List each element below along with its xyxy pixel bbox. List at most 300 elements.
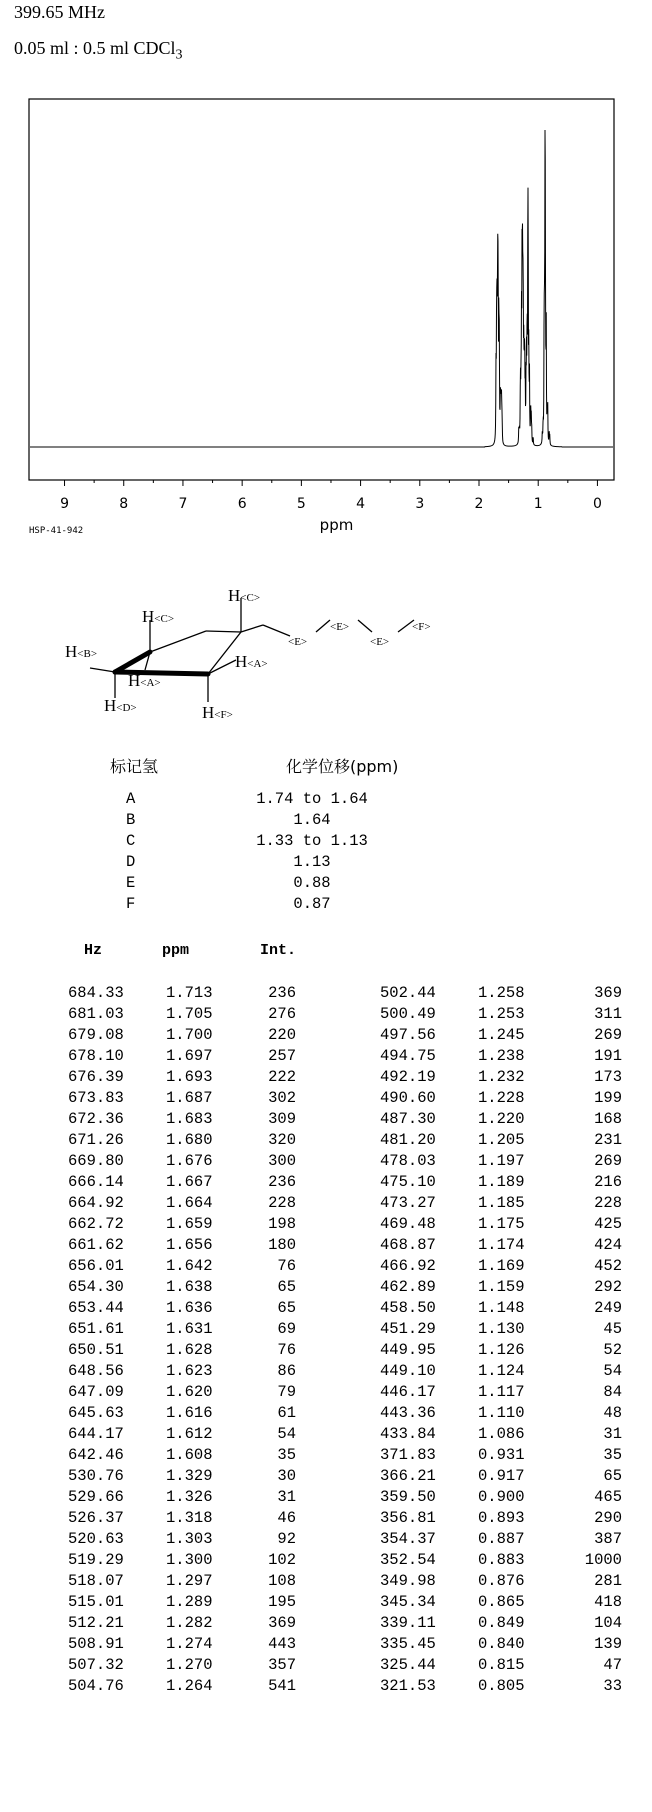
ppm-cell: 1.656 [166,1236,213,1254]
hz-cell: 345.34 [380,1593,436,1611]
ppm-cell: 1.185 [478,1194,525,1212]
int-cell: 311 [594,1005,622,1023]
ppm-cell: 1.297 [166,1572,213,1590]
table-row [68,1508,318,1529]
int-cell: 61 [277,1404,296,1422]
hz-cell: 339.11 [380,1614,436,1632]
hz-cell: 469.48 [380,1215,436,1233]
ppm-cell: 1.130 [478,1320,525,1338]
table-row [68,1655,318,1676]
spectrum-trace [30,130,613,447]
table-row [380,1550,640,1571]
h-b-label: H<B> [65,642,98,661]
ppm-cell: 1.713 [166,984,213,1002]
table-row [68,1382,318,1403]
h-a-left-label: H<A> [128,671,161,690]
ppm-cell: 0.815 [478,1656,525,1674]
int-cell: 320 [268,1131,296,1149]
table-row [68,1424,318,1445]
h-c-mid-label: H<C> [142,607,175,626]
ppm-cell: 1.175 [478,1215,525,1233]
int-cell: 222 [268,1068,296,1086]
hz-cell: 684.33 [68,984,124,1002]
hz-cell: 468.87 [380,1236,436,1254]
ppm-cell: 1.683 [166,1110,213,1128]
hz-cell: 458.50 [380,1299,436,1317]
table-row [68,1529,318,1550]
table-row [68,1592,318,1613]
chain-bond-2 [316,620,330,632]
hz-cell: 673.83 [68,1089,124,1107]
table-row [68,1319,318,1340]
int-cell: 195 [268,1593,296,1611]
h-c-top-label: H<C> [228,586,261,605]
ppm-cell: 1.676 [166,1152,213,1170]
table-row [380,1340,640,1361]
hz-cell: 466.92 [380,1257,436,1275]
ppm-cell: 1.642 [166,1257,213,1275]
int-cell: 418 [594,1593,622,1611]
table-row [68,1487,318,1508]
table-row [380,1382,640,1403]
int-cell: 46 [277,1509,296,1527]
ppm-cell: 1.126 [478,1341,525,1359]
hz-cell: 679.08 [68,1026,124,1044]
ppm-cell: 1.238 [478,1047,525,1065]
int-cell: 425 [594,1215,622,1233]
hz-cell: 669.80 [68,1152,124,1170]
ppm-cell: 1.300 [166,1551,213,1569]
hz-cell: 443.36 [380,1404,436,1422]
table-row [68,1172,318,1193]
table-row [380,1487,640,1508]
table-row [380,1508,640,1529]
int-cell: 76 [277,1341,296,1359]
int-cell: 228 [268,1194,296,1212]
int-cell: 65 [603,1467,622,1485]
hz-cell: 502.44 [380,984,436,1002]
nmr-spectrum-chart [0,0,652,540]
ppm-cell: 1.697 [166,1047,213,1065]
ppm-cell: 0.887 [478,1530,525,1548]
hz-cell: 504.76 [68,1677,124,1695]
assignment-header-shift: 化学位移(ppm) [286,757,399,776]
sample-main: 0.05 ml : 0.5 ml CDCl [14,38,176,58]
table-row [380,1529,640,1550]
table-row [380,1655,640,1676]
int-cell: 31 [277,1488,296,1506]
chain-e2-label: <E> [330,621,350,633]
peak-table-right [380,983,640,1697]
chain-e1-label: <E> [288,636,308,648]
table-row [68,983,318,1004]
ppm-cell: 1.631 [166,1320,213,1338]
int-cell: 249 [594,1299,622,1317]
ha-right-bond [208,660,236,674]
table-row [380,1571,640,1592]
ppm-cell: 0.883 [478,1551,525,1569]
ppm-cell: 0.900 [478,1488,525,1506]
ppm-cell: 1.326 [166,1488,213,1506]
ppm-cell: 1.329 [166,1467,213,1485]
hz-cell: 678.10 [68,1047,124,1065]
int-cell: 357 [268,1656,296,1674]
x-tick-label: 5 [296,496,306,512]
ppm-cell: 1.253 [478,1005,525,1023]
hz-cell: 653.44 [68,1299,124,1317]
table-row [380,1256,640,1277]
ppm-cell: 1.282 [166,1614,213,1632]
molecule-structure [0,570,652,740]
chain-e3-label: <E> [370,636,390,648]
x-tick-label: 4 [356,496,366,512]
hz-cell: 515.01 [68,1593,124,1611]
chain-f-label: <F> [412,621,431,633]
int-cell: 231 [594,1131,622,1149]
table-row [380,1676,640,1697]
hz-cell: 666.14 [68,1173,124,1191]
int-cell: 102 [268,1551,296,1569]
hz-cell: 352.54 [380,1551,436,1569]
hz-cell: 359.50 [380,1488,436,1506]
hz-cell: 492.19 [380,1068,436,1086]
int-cell: 31 [603,1425,622,1443]
int-cell: 52 [603,1341,622,1359]
hz-cell: 530.76 [68,1467,124,1485]
ppm-cell: 1.205 [478,1131,525,1149]
hz-cell: 518.07 [68,1572,124,1590]
hz-cell: 520.63 [68,1530,124,1548]
x-tick-label: 3 [415,496,425,512]
table-row [380,1046,640,1067]
hz-cell: 366.21 [380,1467,436,1485]
table-row [380,1277,640,1298]
hz-cell: 475.10 [380,1173,436,1191]
hz-cell: 529.66 [68,1488,124,1506]
table-row [68,1571,318,1592]
ppm-cell: 1.274 [166,1635,213,1653]
table-row [68,1046,318,1067]
ppm-cell: 0.931 [478,1446,525,1464]
hz-cell: 449.10 [380,1362,436,1380]
hz-cell: 473.27 [380,1194,436,1212]
int-cell: 76 [277,1257,296,1275]
int-cell: 180 [268,1236,296,1254]
hz-cell: 494.75 [380,1047,436,1065]
ppm-cell: 1.638 [166,1278,213,1296]
int-cell: 220 [268,1026,296,1044]
int-cell: 48 [603,1404,622,1422]
hz-cell: 526.37 [68,1509,124,1527]
table-row [380,1592,640,1613]
table-row [380,1193,640,1214]
hz-cell: 487.30 [380,1110,436,1128]
table-row [380,1067,640,1088]
table-row [68,1151,318,1172]
int-cell: 65 [277,1299,296,1317]
assignment-label: D [126,853,136,871]
ppm-cell: 1.318 [166,1509,213,1527]
ppm-cell: 1.687 [166,1089,213,1107]
int-cell: 47 [603,1656,622,1674]
hz-cell: 371.83 [380,1446,436,1464]
table-row [68,1067,318,1088]
assignment-header-label: 标记氢 [110,757,159,776]
int-cell: 369 [594,984,622,1002]
table-row [380,1466,640,1487]
table-row [68,1109,318,1130]
chain-bond-1 [263,625,290,636]
int-cell: 139 [594,1635,622,1653]
h-f-label: H<F> [202,703,233,722]
int-cell: 302 [268,1089,296,1107]
table-row [380,1445,640,1466]
int-cell: 465 [594,1488,622,1506]
table-row [380,1151,640,1172]
int-cell: 191 [594,1047,622,1065]
col-int-header: Int. [260,942,297,959]
int-cell: 257 [268,1047,296,1065]
int-cell: 54 [277,1425,296,1443]
ppm-cell: 1.220 [478,1110,525,1128]
sample-sub: 3 [175,47,183,63]
table-row [68,1277,318,1298]
hz-cell: 449.95 [380,1341,436,1359]
table-row [380,1109,640,1130]
assignment-shift: 1.33 to 1.13 [256,832,368,850]
ppm-cell: 1.693 [166,1068,213,1086]
ppm-cell: 0.865 [478,1593,525,1611]
ppm-cell: 1.636 [166,1299,213,1317]
plot-frame [29,99,614,480]
table-row [68,1004,318,1025]
hz-cell: 497.56 [380,1026,436,1044]
int-cell: 54 [603,1362,622,1380]
hz-cell: 661.62 [68,1236,124,1254]
hz-cell: 512.21 [68,1614,124,1632]
int-cell: 541 [268,1677,296,1695]
assignment-shift: 1.64 [293,811,331,829]
ring-bond-3 [241,625,263,632]
table-row [380,1004,640,1025]
table-row [68,1634,318,1655]
int-cell: 276 [268,1005,296,1023]
table-row [380,1130,640,1151]
hz-cell: 446.17 [380,1383,436,1401]
table-row [380,1424,640,1445]
x-tick-label: 9 [60,496,69,512]
ppm-cell: 1.289 [166,1593,213,1611]
assignment-shift: 0.87 [293,895,331,913]
int-cell: 79 [277,1383,296,1401]
ppm-cell: 1.270 [166,1656,213,1674]
int-cell: 228 [594,1194,622,1212]
hz-cell: 508.91 [68,1635,124,1653]
hz-cell: 519.29 [68,1551,124,1569]
table-row [380,1403,640,1424]
x-tick-label: 2 [474,496,484,512]
ring-bond-1 [150,631,206,652]
hz-cell: 500.49 [380,1005,436,1023]
ppm-cell: 1.705 [166,1005,213,1023]
hz-cell: 676.39 [68,1068,124,1086]
table-row [68,1193,318,1214]
int-cell: 216 [594,1173,622,1191]
table-row [380,1298,640,1319]
hz-cell: 462.89 [380,1278,436,1296]
ppm-cell: 1.232 [478,1068,525,1086]
ppm-cell: 0.876 [478,1572,525,1590]
table-row [68,1298,318,1319]
assignment-label: A [126,790,136,808]
table-row [68,1550,318,1571]
int-cell: 369 [268,1614,296,1632]
int-cell: 33 [603,1677,622,1695]
int-cell: 1000 [584,1551,622,1569]
assignment-shift: 1.13 [293,853,331,871]
int-cell: 104 [594,1614,622,1632]
table-row [380,1088,640,1109]
ppm-cell: 1.623 [166,1362,213,1380]
int-cell: 92 [277,1530,296,1548]
table-row [68,1613,318,1634]
ppm-cell: 1.124 [478,1362,525,1380]
hz-cell: 490.60 [380,1089,436,1107]
table-row [68,1403,318,1424]
peak-table-left [68,983,318,1697]
hz-cell: 354.37 [380,1530,436,1548]
hz-cell: 671.26 [68,1131,124,1149]
ppm-cell: 1.680 [166,1131,213,1149]
assignment-label: E [126,874,136,892]
hz-cell: 321.53 [380,1677,436,1695]
int-cell: 198 [268,1215,296,1233]
hz-cell: 654.30 [68,1278,124,1296]
ppm-cell: 1.245 [478,1026,525,1044]
ppm-cell: 1.174 [478,1236,525,1254]
hz-cell: 451.29 [380,1320,436,1338]
table-row [380,1025,640,1046]
ppm-cell: 1.228 [478,1089,525,1107]
hz-cell: 648.56 [68,1362,124,1380]
ppm-cell: 1.258 [478,984,525,1002]
ppm-cell: 0.805 [478,1677,525,1695]
hz-cell: 662.72 [68,1215,124,1233]
int-cell: 443 [268,1635,296,1653]
table-row [68,1676,318,1697]
int-cell: 424 [594,1236,622,1254]
hz-cell: 325.44 [380,1656,436,1674]
hz-cell: 656.01 [68,1257,124,1275]
ppm-cell: 1.608 [166,1446,213,1464]
ppm-cell: 1.110 [478,1404,525,1422]
table-row [68,1088,318,1109]
table-row [380,1361,640,1382]
int-cell: 84 [603,1383,622,1401]
int-cell: 281 [594,1572,622,1590]
x-tick-label: 6 [237,496,247,512]
int-cell: 168 [594,1110,622,1128]
int-cell: 309 [268,1110,296,1128]
hb-bond [90,668,115,672]
ppm-cell: 1.667 [166,1173,213,1191]
int-cell: 30 [277,1467,296,1485]
ppm-cell: 1.612 [166,1425,213,1443]
assignment-label: C [126,832,136,850]
assignment-label: F [126,895,136,913]
ppm-cell: 1.189 [478,1173,525,1191]
table-row [68,1025,318,1046]
table-row [380,1634,640,1655]
hz-cell: 481.20 [380,1131,436,1149]
ppm-cell: 1.086 [478,1425,525,1443]
int-cell: 69 [277,1320,296,1338]
hz-cell: 349.98 [380,1572,436,1590]
hz-cell: 356.81 [380,1509,436,1527]
ppm-cell: 1.303 [166,1530,213,1548]
table-row [68,1466,318,1487]
x-tick-label: 0 [592,496,602,512]
ppm-cell: 1.117 [478,1383,525,1401]
ppm-cell: 1.616 [166,1404,213,1422]
assignment-shift: 1.74 to 1.64 [256,790,368,808]
table-row [68,1130,318,1151]
col-ppm-header: ppm [162,942,190,959]
hz-cell: 647.09 [68,1383,124,1401]
int-cell: 65 [277,1278,296,1296]
x-tick-label: 1 [533,496,543,512]
hz-cell: 335.45 [380,1635,436,1653]
ppm-cell: 0.840 [478,1635,525,1653]
ppm-cell: 0.917 [478,1467,525,1485]
x-tick-label: 7 [178,496,188,512]
table-row [68,1214,318,1235]
hz-cell: 642.46 [68,1446,124,1464]
table-row [380,983,640,1004]
ppm-cell: 0.849 [478,1614,525,1632]
ppm-cell: 1.664 [166,1194,213,1212]
table-row [68,1361,318,1382]
hz-cell: 651.61 [68,1320,124,1338]
ppm-cell: 1.159 [478,1278,525,1296]
ppm-cell: 1.197 [478,1152,525,1170]
int-cell: 199 [594,1089,622,1107]
int-cell: 269 [594,1026,622,1044]
table-row [380,1235,640,1256]
int-cell: 292 [594,1278,622,1296]
int-cell: 86 [277,1362,296,1380]
table-row [380,1214,640,1235]
hz-cell: 644.17 [68,1425,124,1443]
hz-cell: 507.32 [68,1656,124,1674]
ppm-cell: 0.893 [478,1509,525,1527]
hz-cell: 650.51 [68,1341,124,1359]
assignment-label: B [126,811,136,829]
ppm-cell: 1.700 [166,1026,213,1044]
ppm-cell: 1.620 [166,1383,213,1401]
ppm-cell: 1.659 [166,1215,213,1233]
spectrometer-frequency: 399.65 MHz [14,2,105,22]
table-row [380,1172,640,1193]
table-row [380,1613,640,1634]
h-a-right-label: H<A> [235,652,268,671]
h-d-label: H<D> [104,696,137,715]
hz-cell: 478.03 [380,1152,436,1170]
spectrum-id-label: HSP-41-942 [29,526,84,536]
ring-bond-2 [206,631,241,632]
hz-cell: 664.92 [68,1194,124,1212]
hz-cell: 672.36 [68,1110,124,1128]
